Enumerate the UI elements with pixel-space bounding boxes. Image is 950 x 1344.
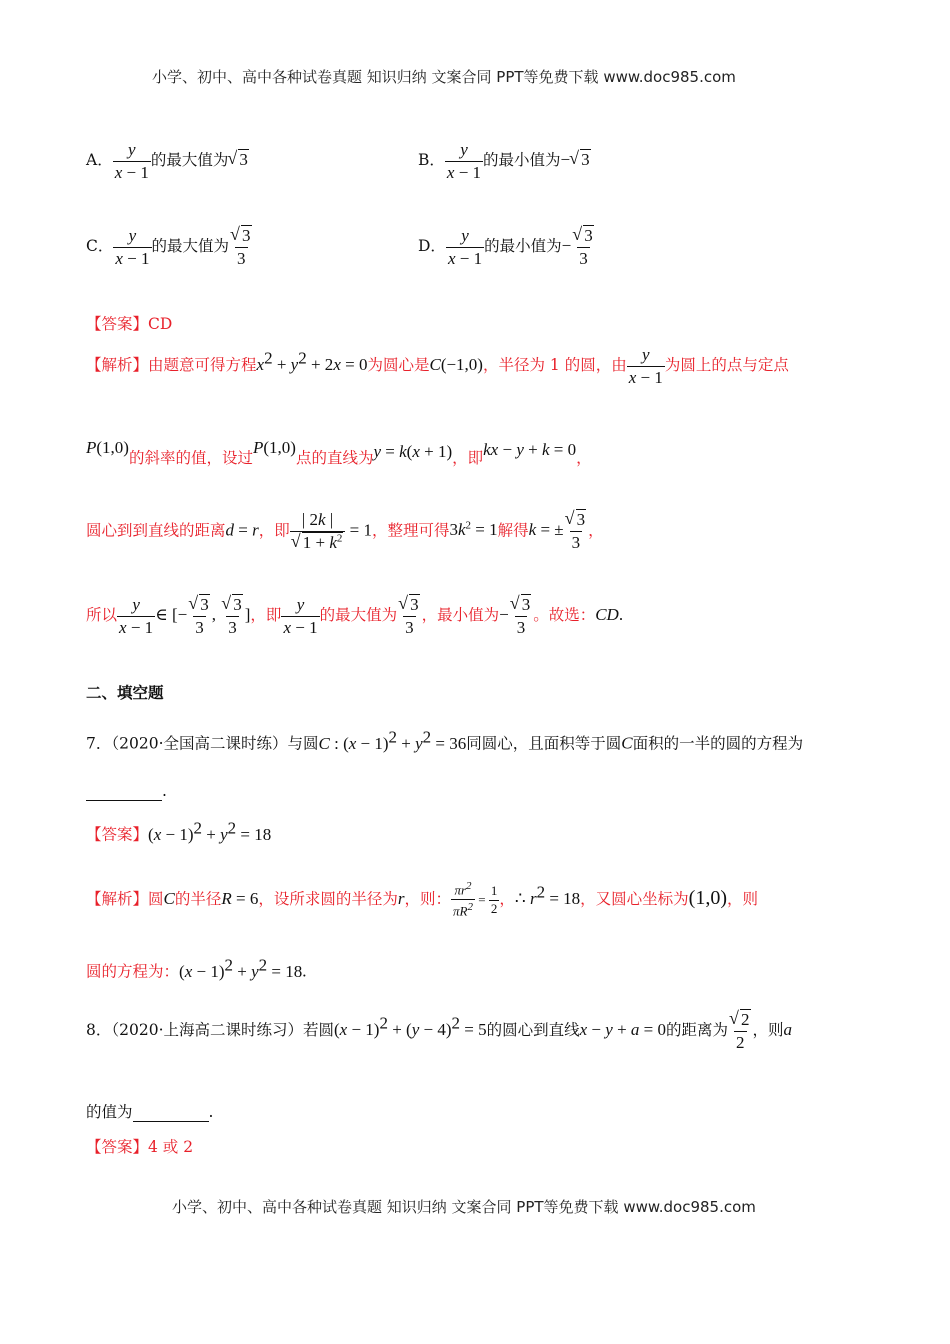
- analysis-label: 【解析】: [86, 889, 149, 908]
- formula-sqrt3-over-3: √ $\frac{3}{3}$: [229, 226, 254, 268]
- analysis-text: 点的直线为: [295, 449, 374, 467]
- analysis-text: 的最大值为: [319, 606, 398, 625]
- formula-line-general: kx − y + k = 0: [483, 440, 577, 459]
- q8-source: （2020·上海高二课时练习）若圆: [111, 1021, 334, 1040]
- q7-end: .: [162, 782, 167, 800]
- option-b-label: B．: [418, 151, 445, 170]
- analysis-text: ，最小值为: [421, 606, 500, 625]
- analysis-text: 的斜率的值，设过: [128, 449, 253, 467]
- formula-y-over-x-minus-1: $\frac{y}{x - 1}$: [628, 345, 663, 387]
- analysis-text: ，设所求圆的半径为: [258, 889, 398, 908]
- analysis-text: ，: [499, 889, 515, 908]
- q6-analysis-line-3: [86, 510, 604, 553]
- analysis-text: 圆的方程为：: [86, 962, 180, 981]
- q7-answer: [86, 818, 271, 845]
- q8-text: 的距离为: [666, 1021, 729, 1040]
- q7-analysis-line-1: [86, 880, 758, 920]
- formula-sqrt2-over-2: √ $\frac{2}{2}$: [728, 1010, 753, 1052]
- formula-distance: | 2k | √ $1 + k^2$: [290, 510, 346, 553]
- formula-d-eq-r: d = r: [225, 520, 259, 540]
- formula-a: a: [783, 1020, 793, 1040]
- option-d-label: D．: [418, 237, 446, 256]
- option-a-text: 的最大值为: [150, 151, 229, 170]
- formula-line-q8: x − y + a = 0: [579, 1020, 666, 1040]
- formula-neg-sqrt3-over-3: − √ $\frac{3}{3}$: [562, 236, 596, 255]
- answer-value: CD: [148, 315, 173, 333]
- analysis-end: .: [302, 961, 307, 981]
- formula-neg-sqrt3-over-3: − √ $\frac{3}{3}$: [499, 605, 533, 624]
- answer-label: 【答案】: [86, 825, 149, 844]
- q6-answer: [86, 312, 172, 334]
- option-d-text: 的最小值为: [484, 237, 562, 256]
- analysis-text: 圆: [148, 889, 164, 908]
- formula-y-over-x-minus-1: $\frac{y}{x - 1}$: [114, 140, 149, 182]
- formula-sqrt3: √ 3: [228, 150, 249, 170]
- formula-sqrt3-over-3: √ $\frac{3}{3}$: [397, 595, 422, 637]
- q8-text: 的值为: [86, 1103, 133, 1121]
- option-a-label: A．: [86, 151, 113, 170]
- analysis-text: ，即: [452, 449, 484, 467]
- formula-cd: CD.: [595, 605, 624, 625]
- formula-c: C: [621, 733, 633, 753]
- analysis-text: ，: [576, 449, 592, 467]
- answer-label: 【答案】: [86, 315, 149, 333]
- formula-eq-1: = 1: [345, 520, 372, 540]
- option-d: [418, 226, 596, 268]
- formula-area-ratio: $\frac{\pi r^2}{\pi R^2}$: [453, 880, 473, 919]
- section-title: 二、填空题: [86, 683, 164, 702]
- analysis-text: ，又圆心坐标为: [580, 889, 689, 908]
- analysis-text: ，则: [727, 889, 759, 908]
- q7-text: 面积的一半的圆的方程为: [632, 734, 804, 753]
- formula-p: P(1,0): [252, 438, 296, 457]
- q6-analysis-line-1: [86, 345, 789, 387]
- formula-circle-eq: $x^2 + y^2 + 2x = 0$: [256, 348, 368, 375]
- analysis-text: ，整理可得: [371, 521, 450, 540]
- formula-circle-c: C : $(x - 1)^2 + y^2 = 36$: [318, 727, 467, 753]
- q8-text: ，则: [752, 1021, 784, 1040]
- formula-y-over-x-minus-1: $\frac{y}{x - 1}$: [447, 226, 483, 268]
- analysis-text: 的半径: [174, 889, 222, 908]
- option-b-text: 的最小值为: [483, 151, 561, 170]
- q8-answer: [86, 1135, 193, 1157]
- analysis-text: 所以: [86, 606, 118, 625]
- option-c-label: C．: [86, 237, 114, 256]
- analysis-text: ，则：: [404, 889, 452, 908]
- q8-stem: [86, 1010, 792, 1052]
- formula-half: = $\frac{1}{2}$: [475, 883, 498, 917]
- page-header: 小学、初中、高中各种试卷真题 知识归纳 文案合同 PPT等免费下载 www.doc985.com: [152, 68, 736, 86]
- formula-interval: ∈ [− √ $\frac{3}{3}$ , √ $\frac{3}{3}$ ]: [155, 605, 250, 624]
- formula-c: C: [163, 888, 175, 908]
- formula-center: C(−1,0): [429, 355, 483, 375]
- option-c-text: 的最大值为: [151, 237, 230, 256]
- q8-number: 8．: [86, 1021, 112, 1040]
- option-a: [86, 140, 249, 182]
- q7-blank-line: [86, 782, 167, 801]
- q6-analysis-line-2: [86, 438, 592, 468]
- q6-analysis-line-4: [86, 595, 623, 637]
- q7-analysis-line-2: [86, 955, 306, 982]
- page-footer: 小学、初中、高中各种试卷真题 知识归纳 文案合同 PPT等免费下载 www.doc985.com: [172, 1198, 756, 1216]
- q7-stem: [86, 727, 803, 754]
- formula-k-value: k = ± √ $\frac{3}{3}$: [529, 520, 588, 539]
- formula-answer-eq: $(x - 1)^2 + y^2 = 18$: [179, 955, 303, 981]
- answer-blank: [86, 782, 162, 801]
- answer-blank: [133, 1103, 209, 1122]
- analysis-text: 。故选：: [533, 606, 596, 625]
- analysis-text: 由题意可得方程: [148, 356, 257, 375]
- formula-y-over-x-minus-1: $\frac{y}{x - 1}$: [119, 595, 154, 637]
- analysis-text: 为圆上的点与定点: [664, 356, 789, 375]
- formula-r: r: [397, 888, 405, 908]
- formula-y-over-x-minus-1: $\frac{y}{x - 1}$: [283, 595, 318, 637]
- analysis-text: ，: [588, 521, 604, 540]
- formula-neg-sqrt3: −√ 3: [561, 150, 591, 169]
- analysis-text: ，即: [258, 521, 290, 540]
- formula-y-over-x-minus-1: $\frac{y}{x - 1}$: [115, 226, 150, 268]
- option-c: [86, 226, 254, 268]
- option-b: [418, 140, 591, 182]
- formula-r2-eq-18: ∴ $r^2 = 18$: [514, 882, 581, 908]
- q7-text: 同圆心，且面积等于圆: [466, 734, 622, 753]
- formula-center-1-0: (1,0): [688, 886, 727, 909]
- analysis-text: ，半径为 1 的圆，由: [482, 356, 627, 375]
- formula-p: P(1,0): [86, 438, 129, 457]
- answer-label: 【答案】: [86, 1138, 149, 1156]
- q7-number: 7．: [86, 734, 112, 753]
- formula-3k2: $3k^2 = 1$: [449, 519, 498, 540]
- formula-circle-q8: $(x - 1)^2 + (y - 4)^2 = 5$: [334, 1013, 487, 1040]
- analysis-text: ，即: [250, 606, 282, 625]
- q7-source: （2020·全国高二课时练）与圆: [111, 734, 319, 753]
- q8-stem-line-2: [86, 1100, 213, 1122]
- analysis-text: 解得: [497, 521, 529, 540]
- formula-answer-eq: $(x - 1)^2 + y^2 = 18$: [148, 818, 272, 844]
- analysis-text: 为圆心是: [367, 356, 430, 375]
- formula-line: y = k(x + 1): [373, 442, 453, 461]
- answer-value: 4 或 2: [148, 1138, 194, 1156]
- formula-y-over-x-minus-1: $\frac{y}{x - 1}$: [446, 140, 482, 182]
- analysis-label: 【解析】: [86, 356, 149, 375]
- formula-r-eq-6: R = 6: [221, 888, 259, 908]
- analysis-text: 圆心到到直线的距离: [86, 521, 226, 540]
- q8-text: 的圆心到直线: [486, 1021, 580, 1040]
- q8-end: .: [208, 1103, 214, 1121]
